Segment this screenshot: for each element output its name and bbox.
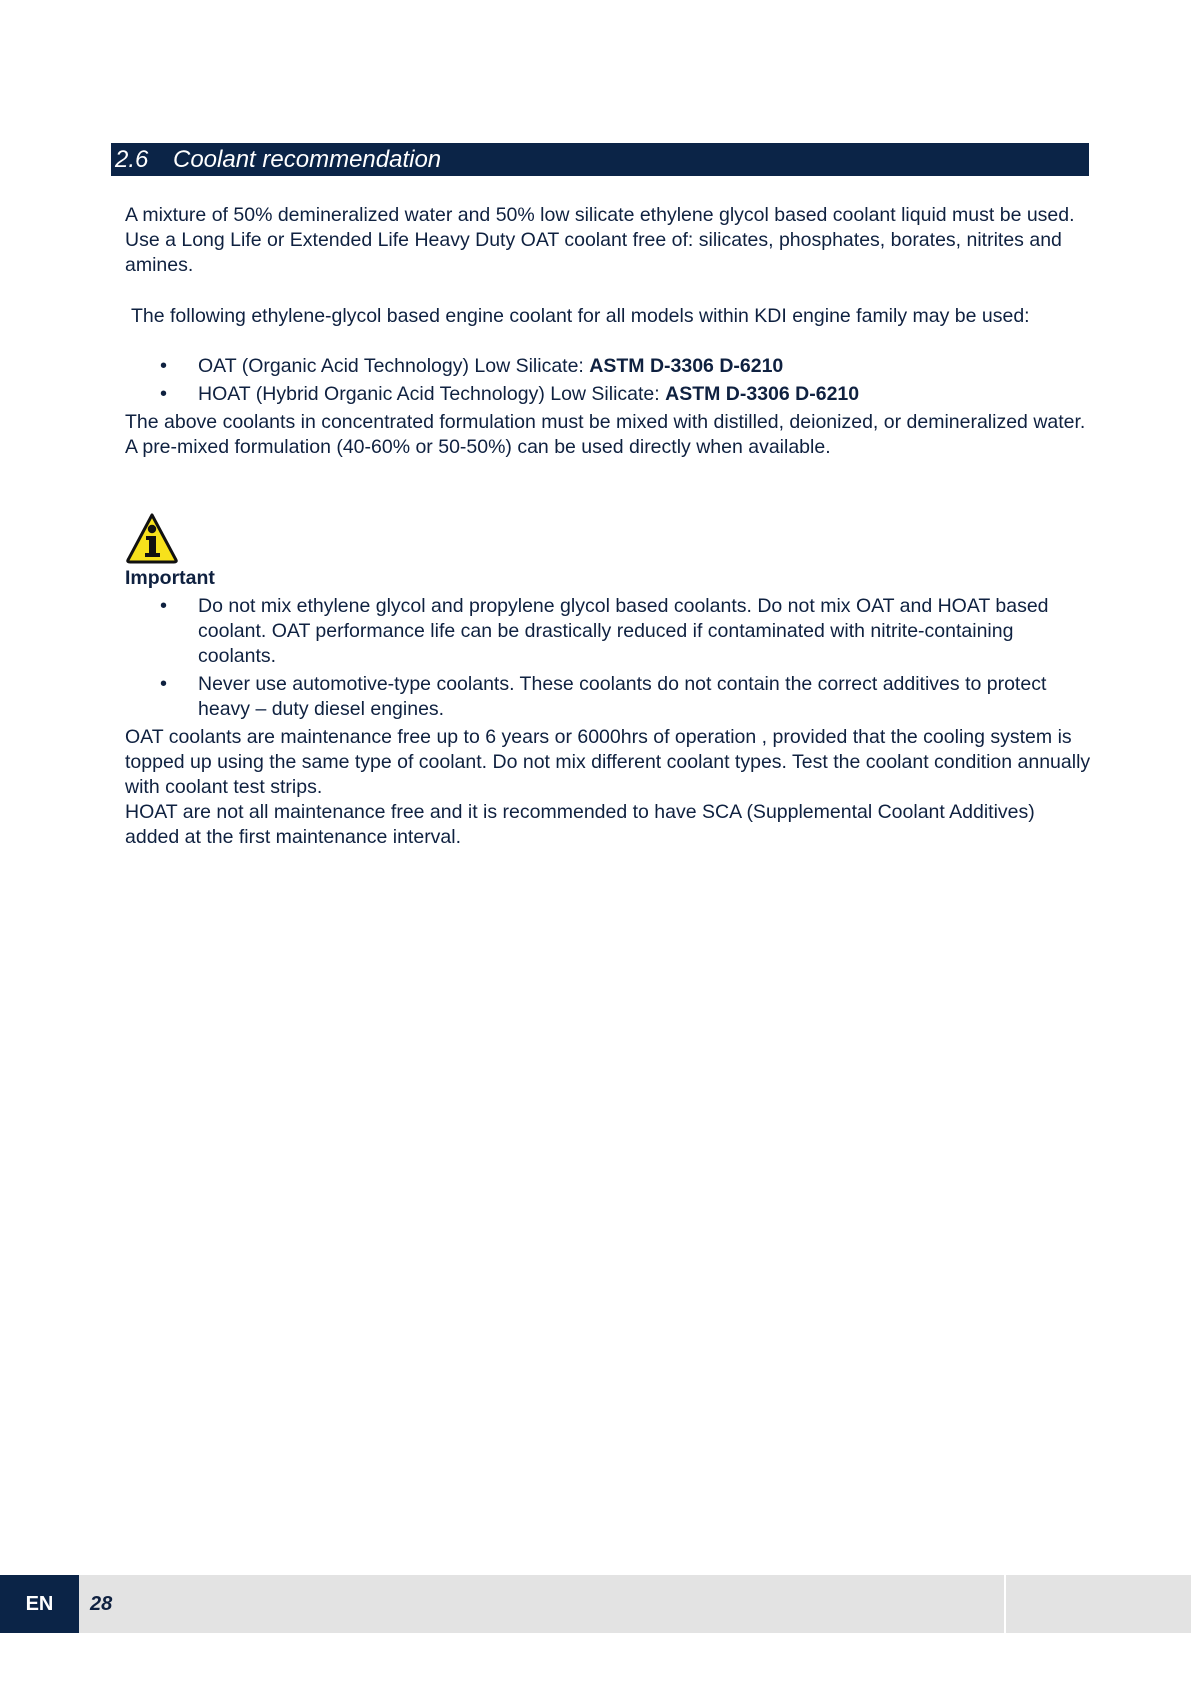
maintenance-paragraph: OAT coolants are maintenance free up to 6 years or 6000hrs of operation , provided that the cooling system is topped up using the same type of coolant. Do not mix different coolant types. Test the coolant condition annually with coolant test strips. [125, 726, 1091, 798]
important-text: Never use automotive-type coolants. These coolants do not contain the correct additives to protect heavy – duty diesel engines. [198, 673, 1047, 720]
important-list [125, 594, 1091, 722]
section-title: Coolant recommendation [173, 146, 442, 173]
coolant-text: HOAT (Hybrid Organic Acid Technology) Low Silicate: [198, 383, 666, 405]
coolant-spec: ASTM D-3306 D-6210 [665, 383, 860, 405]
intro-paragraph: A mixture of 50% demineralized water and 50% low silicate ethylene glycol based coolant liquid must be used. Use a Long Life or Extended Life Heavy Duty OAT coolant free of: silicates, phosphates, borates, nitrites and amines. [125, 204, 1075, 276]
list-item [125, 354, 1091, 379]
coolant-list [125, 354, 1091, 407]
hoat-paragraph: HOAT are not all maintenance free and it is recommended to have SCA (Supplemental Coolant Additives) added at the first maintenance interval. [125, 801, 1035, 848]
document-body [125, 203, 1091, 850]
important-title: Important [125, 567, 215, 589]
page-number: 28 [90, 1593, 113, 1615]
list-item [125, 382, 1091, 407]
section-number: 2.6 [115, 146, 149, 173]
footer-divider [1004, 1575, 1006, 1633]
coolant-text: OAT (Organic Acid Technology) Low Silicate: [198, 355, 590, 377]
page-footer [0, 1575, 1191, 1633]
important-note [125, 512, 1091, 722]
bullet-icon: • [160, 595, 168, 617]
list-item [125, 594, 1091, 669]
mixing-paragraph: The above coolants in concentrated formulation must be mixed with distilled, deionized, or demineralized water. A pre-mixed formulation (40-60% or 50-50%) can be used directly when available. [125, 411, 1086, 458]
following-paragraph: The following ethylene-glycol based engine coolant for all models within KDI engine family may be used: [131, 305, 1030, 327]
section-header [111, 143, 1089, 176]
bullet-icon: • [160, 355, 168, 377]
bullet-icon: • [160, 383, 168, 405]
important-text: Do not mix ethylene glycol and propylene glycol based coolants. Do not mix OAT and HOAT based coolant. OAT performance life can be drastically reduced if contaminated with nitrite-containing coolants. [198, 595, 1049, 667]
language-tab: EN [0, 1575, 79, 1633]
coolant-spec: ASTM D-3306 D-6210 [589, 355, 784, 377]
warning-info-icon [125, 512, 179, 564]
bullet-icon: • [160, 673, 168, 695]
list-item [125, 672, 1091, 722]
